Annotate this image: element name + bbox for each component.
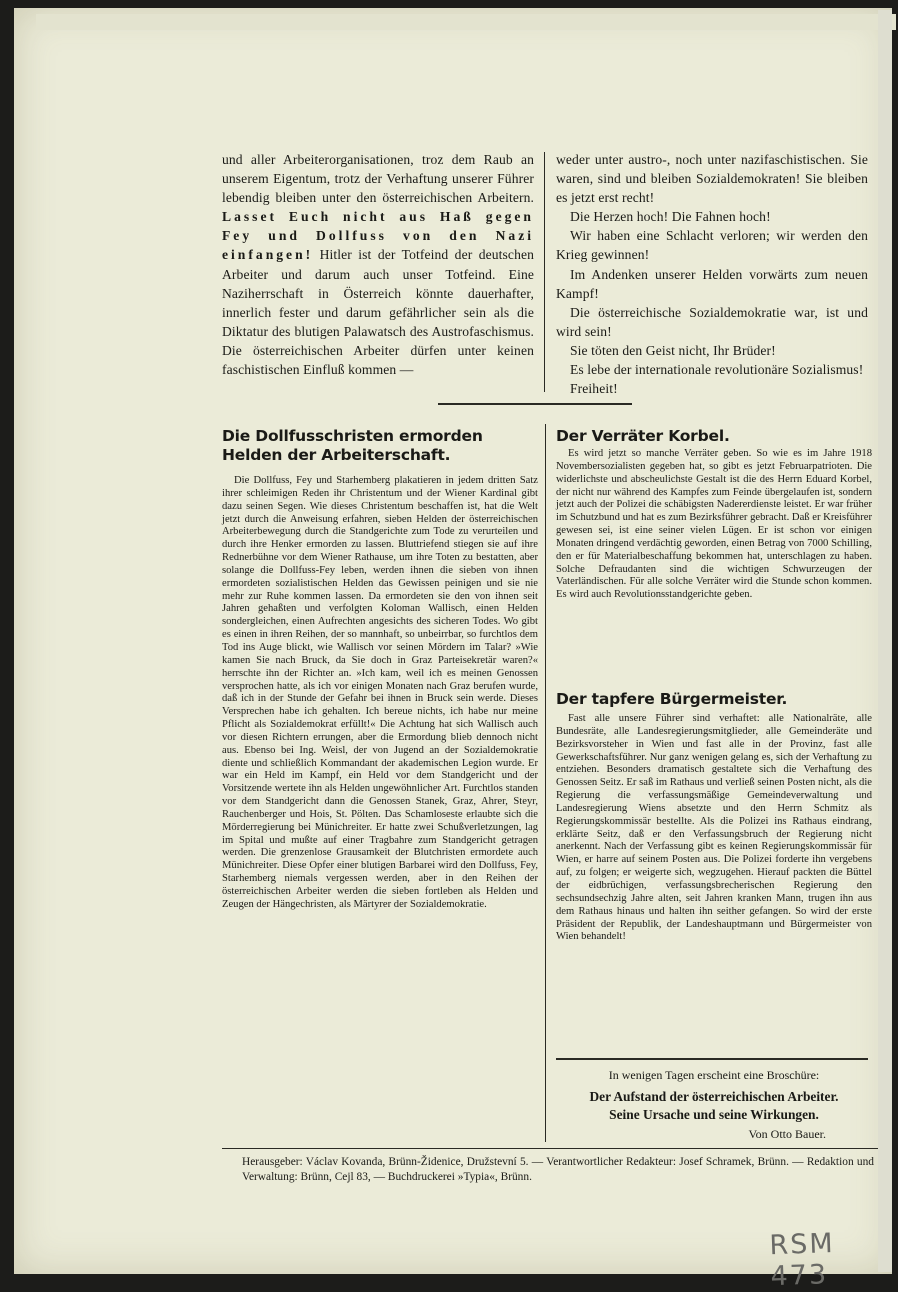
article-body: Die Dollfuss, Fey und Starhemberg plakatieren in jedem dritten Satz ihrer schleimigen Reden ihr Christentum und der Wiener Kardinal gibt dazu seinen Segen. Wie dieses Christentum beschaffen ist, hat die Welt jetzt durch die Anweisung erfahren, sieben Helden der österreichischen Arbeiterbewegung durch die Standgerichte zum Tode zu verurteilen und durch ihre Henker ermorden zu lassen. Bluttriefend stiegen sie auf ihre Rednerbühne vor dem Wiener Rathause, um ihre Toten zu bestatten, aber solange die Dollfuss-Fey leben, werden ihnen die sieben von ihnen ermordeten sozialistischen Helden das Gewissen peinigen und sie nie mehr zur Ruhe kommen lassen. Da ermordeten sie den von ihnen seit Jahren gehaßten und verfolgten Koloman Wallisch, einen Helden sondergleichen, einen Aufrechten angesichts des sicheren Todes. Wo gibt es einen in ihren Reihen, der so mannhaft, so unbeirrbar, so furchtlos dem Tod ins Auge blickt, wie Wallisch vor seinen Mördern im Talar? »Wie kamen Sie nach Bruck, da Sie doch in Graz Parteisekretär waren?« herrschte ihn der Richter an. »Ich kam, weil ich es meinen Genossen versprochen hatte, als ich vor einigen Monaten nach Graz berufen wurde, daß ich in der Stunde der Gefahr bei ihnen in Bruck sein werde. Dieses Versprechen habe ich gehalten. Ich bereue nichts, ich habe nur meine Pflicht als Sozialdemokrat erfüllt!« Die Achtung hat sich Wallisch auch vor diesen Richtern errungen, aber die Ermordung blieb dennoch nicht aus. Ebenso bei Ing. Weisl, der von Jugend an der Sozialdemokratie diente und schließlich Kommandant der akademischen Legion wurde. Er war ein Held im Kampf, ein Held vor dem Standgericht und der Vorsitzende wertete ihn als Helden ungewöhnlicher Art. Furchtlos standen vor dem Standgericht dann die Genossen Stanek, Graz, Ahrer, Steyr, Rauchenberger und Hois, St. Pölten. Das Schamloseste erlaubte sich die Mörderregierung bei Münichreiter. Er hatte zwei Schußverletzungen, lag im Spital und mußte auf einer Tragbahre zum Standgericht getragen werden. Die grenzenlose Grausamkeit der Blutchristen ermordete auch Münichreiter. Diese Opfer einer blutigen Barbarei wird den Dollfuss, Fey, Starhemberg niemals vergessen werden, aber in den Reihen der österreichischen Arbeiter werden die sieben fortleben als Helden und Zeugen der Hängechristen, als Märtyrer der Sozialdemokratie. <box>222 475 538 910</box>
imprint-text: Herausgeber: Václav Kovanda, Brünn-Židenice, Družstevní 5. — Verantwortlicher Redakteur: Josef Schramek, Brünn. — Redaktion und Verwaltung: Brünn, Cejl 83, — Buchdruckerei »Typia«, Brünn. <box>242 1156 874 1183</box>
notice-line: In wenigen Tagen erscheint eine Broschüre: <box>608 1068 820 1082</box>
paragraph: Freiheit! <box>570 381 618 397</box>
article-korbel <box>556 427 872 602</box>
article-buergermeister <box>556 690 872 944</box>
paragraph: weder unter austro-, noch unter nazifaschistischen. Sie waren, sind und bleiben Sozialdemokraten! Sie bleiben es jetzt erst recht! <box>556 152 868 206</box>
paragraph: Im Andenken unserer Helden vorwärts zum neuen Kampf! <box>556 266 868 301</box>
top-right-column <box>556 150 868 398</box>
text-segment: Hitler ist der Totfeind der deutschen Arbeiter und darum auch unser Totfeind. Eine Naziherrschaft in Österreich könnte dauerhafter, innerlich fester und darum gefährlicher sein als die Diktatur des blutigen Palawatsch des Austrofaschismus. Die österreichischen Arbeiter dürfen unter keinen faschistischen Einfluß kommen — <box>222 247 534 378</box>
top-left-column <box>222 150 534 379</box>
notice-author: Von Otto Bauer. <box>748 1127 826 1141</box>
back-sheet-edge <box>36 14 896 30</box>
column-divider <box>545 424 546 1142</box>
paragraph: Die österreichische Sozialdemokratie war, ist und wird sein! <box>556 304 868 339</box>
article-dollfusschristen <box>222 427 538 912</box>
paragraph: Es lebe der internationale revolutionäre Sozialismus! <box>570 362 864 378</box>
headline: Der Verräter Korbel. <box>556 427 730 445</box>
article-body: Es wird jetzt so manche Verräter geben. So wie es im Jahre 1918 Novembersozialisten gegeben hat, so gibt es jetzt Februarpatrioten. Die widerlichste und abscheulichste Gestalt ist die des Herrn Eduard Korbel, der nicht nur während des Kampfes zum Feinde übergelaufen ist, sondern jetzt auch der Polizei die schäbigsten Nadererdienste leistet. Er war früher im Schutzbund und hat es zum Bezirksführer gebracht. Daß er Kreisführer gewesen sei, ist eine seiner vielen Lügen. Er ist schon vor einigen Monaten dringend verdächtig geworden, einen Betrag von 7000 Schilling, den er für Materialbeschaffung bekommen hat, unterschlagen zu haben. Solche Defraudanten sind die wichtigen Schwurzeugen der Vaterländischen. Für alle solche Verräter wird die Stunde schon kommen. Es wird auch Revolutionsstandgerichte geben. <box>556 448 872 601</box>
text-segment: und aller Arbeiterorganisationen, troz dem Raub an unserem Eigentum, trotz der Verhaftung unserer Führer lebendig bleiben unter den österreichischen Arbeitern. <box>222 152 534 206</box>
headline: Die Dollfusschristen ermorden Helden der Arbeiterschaft. <box>222 427 483 464</box>
notice-subtitle: Seine Ursache und seine Wirkungen. <box>609 1107 819 1122</box>
section-rule <box>556 1058 868 1060</box>
paper-edge <box>878 10 892 1272</box>
paragraph: Sie töten den Geist nicht, Ihr Brüder! <box>570 342 776 358</box>
column-divider <box>544 152 545 392</box>
article-body: Fast alle unsere Führer sind verhaftet: alle Nationalräte, alle Bundesräte, alle Landesregierungsmitglieder, alle Gemeinderäte und Bezirksvorsteher in Wien und fast alle in der Provinz, fast alle Gewerkschaftsführer. Nur ganz wenigen gelang es, sich der Verhaftung zu entziehen. Besonders dramatisch gestaltete sich die Verhaftung des Genossen Seitz. Er saß im Rathaus und verließ seinen Posten nicht, als die Regierung die verfassungsmäßige Gemeindeverwaltung und Landesregierung Wiens absetzte und den Herrn Schmitz als Regierungskommissär bestellte. Als die Polizei ins Rathaus eindrang, erklärte Seitz, daß er den Verfassungsbruch der Regierung nicht anerkennt. Nach der Verfassung gibt es keinen Regierungskommissär für Wien, er harre auf seinem Posten aus. Die Polizei forderte ihn vergebens auf, zu folgen; er weigerte sich, wegzugehen. Hierauf packten die Büttel der eidbrüchigen, verfassungsbrecherischen Regierung den sechsundsechzig Jahre alten, seit Jahren kranken Mann, trugen ihn aus dem Rathaus hinaus und halten ihn seither gefangen. So wird der erste Präsident der Republik, der Landeshauptmann und Bürgermeister von Wien behandelt! <box>556 713 872 943</box>
spaced-emphasis: Lasset Euch nicht aus Haß gegen Fey und Dollfuss von den Nazi einfangen! <box>222 209 534 263</box>
archive-stamp: RSM 473 <box>768 1227 836 1292</box>
headline: Der tapfere Bürgermeister. <box>556 690 788 708</box>
notice-title: Der Aufstand der österreichischen Arbeiter. <box>589 1089 839 1104</box>
brochure-notice <box>552 1066 876 1143</box>
section-rule <box>438 403 632 405</box>
paragraph: Wir haben eine Schlacht verloren; wir werden den Krieg gewinnen! <box>556 228 868 263</box>
paragraph: Die Herzen hoch! Die Fahnen hoch! <box>570 209 771 225</box>
footer-rule <box>222 1148 878 1149</box>
paragraph <box>222 150 534 379</box>
imprint <box>242 1155 874 1184</box>
